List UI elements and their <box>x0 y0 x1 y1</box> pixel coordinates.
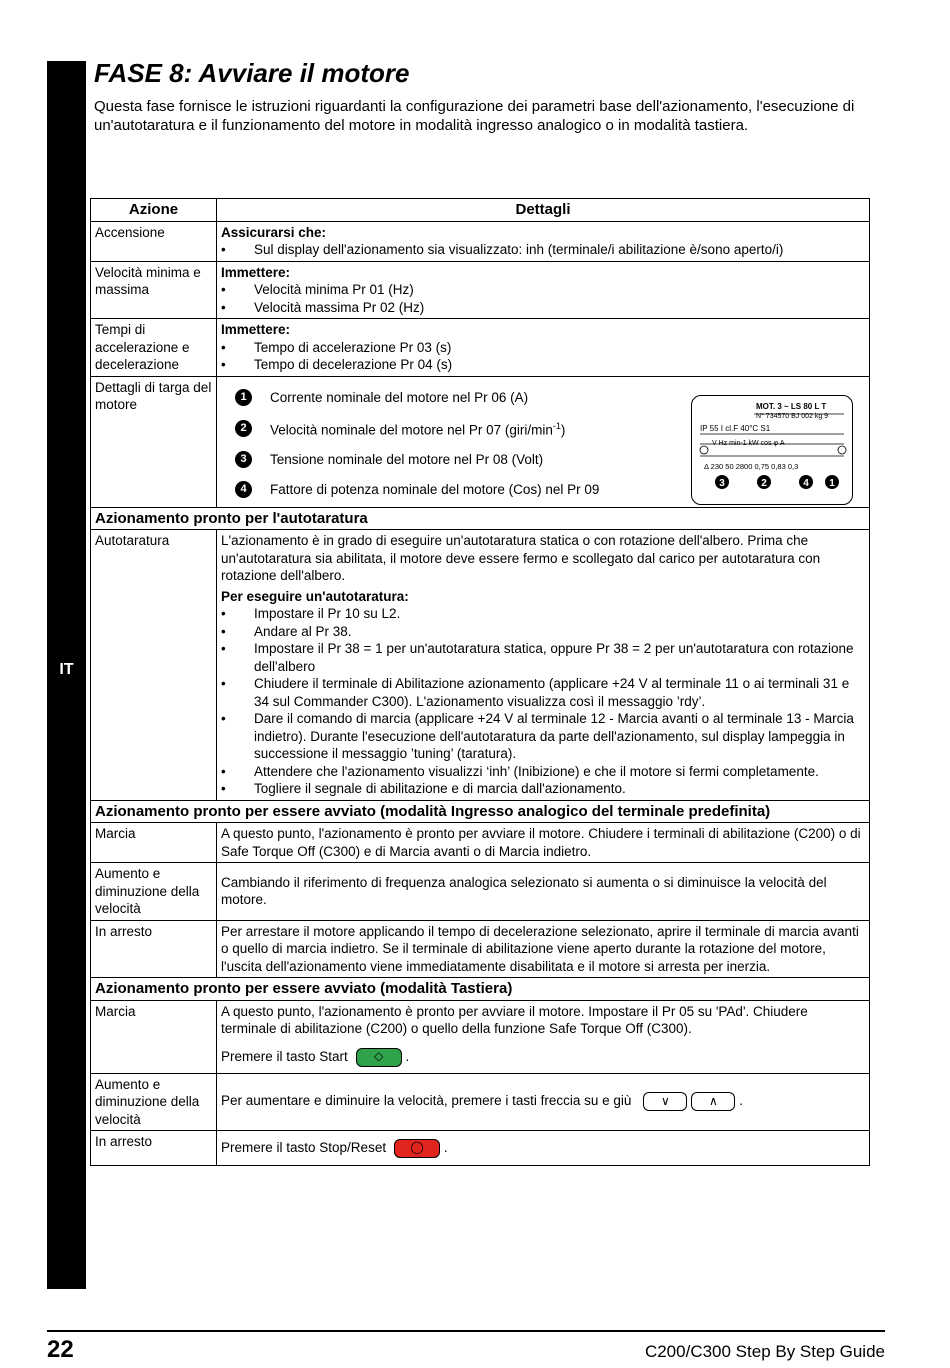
bullet-item: • Impostare il Pr 38 = 1 per un'autotaratura statica, oppure Pr 38 = 2 per un'autotaratura con rotazione dell'albero <box>221 640 865 675</box>
header-action: Azione <box>91 199 217 222</box>
footer-rule <box>47 1330 885 1332</box>
motor-nameplate-illustration <box>691 395 853 505</box>
bullet-item: • Tempo di accelerazione Pr 03 (s) <box>221 339 865 357</box>
details-heading: Immettere: <box>221 322 291 337</box>
number-2-icon: 2 <box>235 420 252 437</box>
bullet-item: • Chiudere il terminale di Abilitazione azionamento (applicare +24 V al terminale 11 o ai terminali 31 e 34 sul Commander C300). L'azionamento visualizza così il messaggio ’rdy’. <box>221 675 865 710</box>
row-details: A questo punto, l'azionamento è pronto per avviare il motore. Chiudere i terminali di abilitazione (C200) o di Safe Torque Off (C300) e di Marcia avanti o di Marcia indietro. <box>217 823 870 863</box>
svg-text:1: 1 <box>829 477 835 489</box>
row-action: Aumento e diminuzione della velocità <box>91 1073 217 1131</box>
section-title: Azionamento pronto per essere avviato (modalità Tastiera) <box>91 978 870 1001</box>
details-heading: Assicurarsi che: <box>221 224 327 240</box>
table-row <box>91 1073 870 1131</box>
bullet-item: • Velocità massima Pr 02 (Hz) <box>221 299 865 317</box>
table-header-row <box>91 199 870 222</box>
row-details <box>217 376 870 507</box>
row-details <box>217 319 870 377</box>
svg-text:2: 2 <box>761 477 767 489</box>
details-paragraph: A questo punto, l'azionamento è pronto per avviare il motore. Impostare il Pr 05 su 'PAd'. Chiudere terminale di abilitazione (C200) o quello della funzione Safe Torque Off (C300). <box>221 1003 808 1036</box>
row-action: Accensione <box>91 221 217 261</box>
row-details: Per arrestare il motore applicando il tempo di decelerazione selezionato, aprire il terminale di marcia avanti o quello di marcia indietro. Se il terminale di abilitazione viene aperto durante la rotazione del motore, l'uscita dell'azionamento viene immediatamente disabilitata e il motore si arresta per inerzia. <box>217 920 870 978</box>
details-paragraph: L'azionamento è in grado di eseguire un'autotaratura statica o con rotazione dell'albero. Prima che un'autotaratura sia abilitata, il motore deve essere fermo e scollegato dal carico per autotaratura con rotazione dell'albero. <box>221 533 821 583</box>
table-row <box>91 221 870 261</box>
details-heading: Immettere: <box>221 264 291 280</box>
start-instruction: Premere il tasto Start ◇ . <box>221 1048 865 1067</box>
row-action: Marcia <box>91 823 217 863</box>
svg-text:4: 4 <box>803 477 809 489</box>
bullet-item: • Togliere il segnale di abilitazione e di marcia dall'azionamento. <box>221 780 865 798</box>
number-4-icon: 4 <box>235 481 252 498</box>
row-action: Velocità minima e massima <box>91 261 217 319</box>
row-details: Premere il tasto Stop/Reset ◯ . <box>217 1131 870 1166</box>
row-action: Tempi di accelerazione e decelerazione <box>91 319 217 377</box>
row-action: Dettagli di targa del motore <box>91 376 217 507</box>
stop-reset-key-icon: ◯ <box>394 1139 440 1158</box>
bullet-item: • Tempo di decelerazione Pr 04 (s) <box>221 356 865 374</box>
language-label: IT <box>59 661 74 678</box>
table-row <box>91 863 870 921</box>
up-arrow-key-icon: ∧ <box>691 1092 735 1111</box>
nameplate-line: IP 55 I cl.F 40°C S1 <box>700 423 771 433</box>
table-row <box>91 1131 870 1166</box>
table-row <box>91 823 870 863</box>
down-arrow-key-icon: ∨ <box>643 1092 687 1111</box>
row-details: Per aumentare e diminuire la velocità, premere i tasti freccia su e giù ∨ ∧ . <box>217 1073 870 1131</box>
table-row <box>91 530 870 801</box>
bullet-item: • Dare il comando di marcia (applicare +24 V al terminale 12 - Marcia avanti o al terminale 13 - Marcia indietro). Durante l'esecuzione dell'autotaratura da parte dell'azionamento, sul display lampeggia in successione il messaggio ’tuning’ (taratura). <box>221 710 865 763</box>
section-header-row <box>91 507 870 530</box>
table-row <box>91 1000 870 1073</box>
table-row <box>91 920 870 978</box>
section-title: Azionamento pronto per l'autotaratura <box>91 507 870 530</box>
bullet-item: • Velocità minima Pr 01 (Hz) <box>221 281 865 299</box>
row-action: Aumento e diminuzione della velocità <box>91 863 217 921</box>
row-details: Cambiando il riferimento di frequenza analogica selezionato si aumenta o si diminuisce la velocità del motore. <box>217 863 870 921</box>
page-number: 22 <box>47 1336 74 1363</box>
table-row <box>91 319 870 377</box>
bullet-item: • Sul display dell'azionamento sia visualizzato: inh (terminale/i abilitazione è/sono aperto/i) <box>221 241 865 259</box>
number-3-icon: 3 <box>235 451 252 468</box>
bullet-item: • Andare al Pr 38. <box>221 623 865 641</box>
row-action: In arresto <box>91 1131 217 1166</box>
section-header-row <box>91 800 870 823</box>
start-key-icon: ◇ <box>356 1048 402 1067</box>
language-sidebar <box>47 61 86 1289</box>
nameplate-line: MOT. 3 ~ LS 80 L T <box>756 401 827 411</box>
nameplate-line: N° 734570 BJ 002 kg 9 <box>756 412 829 420</box>
row-details <box>217 530 870 801</box>
nameplate-item-2: 2 Velocità nominale del motore nel Pr 07 $(giri/\min^{-1})$ <box>235 418 691 439</box>
nameplate-item-3: 3 Tensione nominale del motore nel Pr 08 (Volt) <box>235 451 691 469</box>
section-title: Azionamento pronto per essere avviato (modalità Ingresso analogico del terminale predefinita) <box>91 800 870 823</box>
details-heading: Per eseguire un'autotaratura: <box>221 588 409 604</box>
bullet-item: • Attendere che l'azionamento visualizzi ‘inh’ (Inibizione) e che il motore si fermi completamente. <box>221 763 865 781</box>
header-details: Dettagli <box>217 199 870 222</box>
nameplate-item-1: 1 Corrente nominale del motore nel Pr 06 (A) <box>235 389 691 407</box>
row-details <box>217 261 870 319</box>
bullet-item: • Impostare il Pr 10 su L2. <box>221 605 865 623</box>
nameplate-line: V Hz min-1 kW cos φ A <box>712 439 785 447</box>
row-action: Autotaratura <box>91 530 217 801</box>
row-details <box>217 1000 870 1073</box>
number-1-icon: 1 <box>235 389 252 406</box>
section-header-row <box>91 978 870 1001</box>
row-action: In arresto <box>91 920 217 978</box>
guide-title: C200/C300 Step By Step Guide <box>644 1342 885 1361</box>
intro-paragraph: Questa fase fornisce le istruzioni riguardanti la configurazione dei parametri base dell'azionamento, l'esecuzione di un'autotaratura e il funzionamento del motore in modalità ingresso analogico o in modalità tastiera. <box>94 98 855 134</box>
row-details <box>217 221 870 261</box>
nameplate-line: Δ 230 50 2800 0,75 0,83 0,3 <box>704 461 799 471</box>
nameplate-item-4: 4 Fattore di potenza nominale del motore (Cos) nel Pr 09 <box>235 481 691 499</box>
page-title: FASE 8: Avviare il motore <box>94 58 410 88</box>
procedure-table <box>90 198 870 1166</box>
table-row <box>91 261 870 319</box>
svg-text:3: 3 <box>719 477 725 489</box>
table-row <box>91 376 870 507</box>
row-action: Marcia <box>91 1000 217 1073</box>
